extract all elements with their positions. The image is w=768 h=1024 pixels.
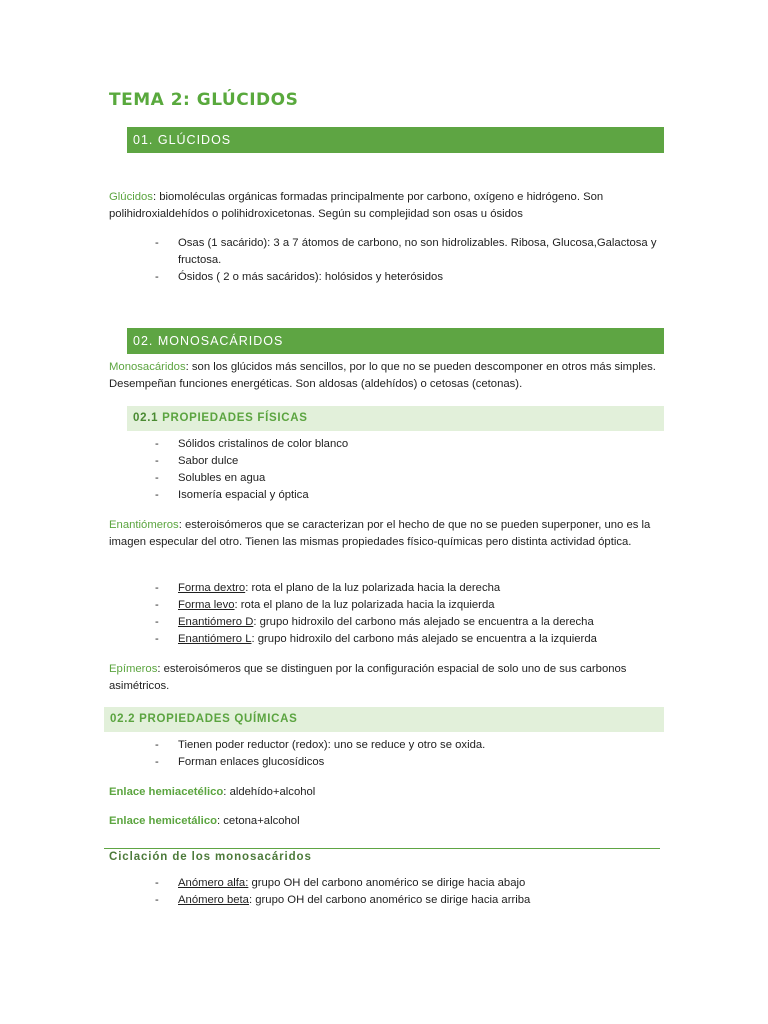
text-run: : esteroisómeros que se caracterizan por el hecho de que no se pueden superponer, uno es la imagen especular del otro. Tienen las mismas propiedades físico-químicas pero distinta actividad óptica. [109, 519, 651, 548]
ciclacion-heading: Ciclación de los monosacáridos [109, 851, 312, 863]
list-item [155, 453, 665, 470]
text-run: : rota el plano de la luz polarizada hacia la izquierda [234, 599, 495, 611]
term-label: Epímeros [109, 663, 158, 675]
text-run: : grupo hidroxilo del carbono más alejado se encuentra a la derecha [253, 616, 594, 628]
subsection-heading-propiedades-fisicas [127, 406, 664, 431]
text-run: Sólidos cristalinos de color blanco [178, 438, 349, 450]
text-run: Sabor dulce [178, 455, 239, 467]
section-heading-glucidos: 01. GLÚCIDOS [127, 127, 664, 153]
list-item [155, 235, 665, 269]
optical-forms-list [155, 580, 665, 648]
list-item [155, 436, 665, 453]
list-item [155, 892, 665, 909]
text-run: grupo OH del carbono anomérico se dirige hacia abajo [248, 877, 526, 889]
text-run: Forman enlaces glucosídicos [178, 756, 325, 768]
list-item [155, 597, 665, 614]
section-divider [104, 848, 660, 849]
list-item [155, 470, 665, 487]
text-run: : biomoléculas orgánicas formadas principalmente por carbono, oxígeno e hidrógeno. Son polihidroxialdehídos o polihidroxicetonas. Según su complejidad son osas u ósidos [109, 191, 604, 220]
list-item [155, 487, 665, 504]
text-run: : esteroisómeros que se distinguen por la configuración espacial de solo uno de sus carbonos asimétricos. [109, 663, 627, 692]
subsection-number: 02.1 [133, 412, 159, 424]
text-run: : aldehído+alcohol [223, 786, 316, 798]
term-label: Enlace hemicetálico [109, 815, 217, 827]
list-item [155, 754, 665, 771]
enlace-hemicetalico [109, 813, 664, 830]
underlined-term: Forma dextro [178, 582, 246, 594]
anomeros-list [155, 875, 665, 909]
text-run: : rota el plano de la luz polarizada hacia la derecha [245, 582, 501, 594]
monosacaridos-definition [109, 359, 664, 393]
text-run: Isomería espacial y óptica [178, 489, 309, 501]
page-title: TEMA 2: GLÚCIDOS [109, 90, 299, 110]
list-item [155, 614, 665, 631]
underlined-term: Anómero beta [178, 894, 249, 906]
underlined-term: Enantiómero L [178, 633, 252, 645]
text-run: Ósidos ( 2 o más sacáridos): holósidos y heterósidos [178, 271, 443, 283]
subsection-heading-propiedades-quimicas: 02.2 PROPIEDADES QUÍMICAS [104, 707, 664, 732]
list-item [155, 269, 665, 286]
underlined-term: Anómero alfa: [178, 877, 249, 889]
glucidos-classification-list [155, 235, 665, 286]
text-run: Tienen poder reductor (redox): uno se reduce y otro se oxida. [178, 739, 486, 751]
list-item [155, 580, 665, 597]
list-item [155, 737, 665, 754]
enantiomeros-definition [109, 517, 664, 551]
underlined-term: Enantiómero D [178, 616, 254, 628]
term-label: Enlace hemiacetélico [109, 786, 224, 798]
list-item [155, 875, 665, 892]
underlined-term: Forma levo [178, 599, 235, 611]
glucidos-definition [109, 189, 664, 223]
subsection-title: PROPIEDADES FÍSICAS [162, 412, 308, 424]
text-run: : grupo hidroxilo del carbono más alejado se encuentra a la izquierda [251, 633, 597, 645]
enlace-hemiacetalico [109, 784, 664, 801]
text-run: : cetona+alcohol [217, 815, 300, 827]
chemical-properties-list [155, 737, 665, 771]
text-run: : son los glúcidos más sencillos, por lo que no se pueden descomponer en otros más simples. Desempeñan funciones energéticas. Son aldosas (aldehídos) o cetosas (cetonas). [109, 361, 656, 390]
list-item [155, 631, 665, 648]
section-heading-monosacaridos: 02. MONOSACÁRIDOS [127, 328, 664, 354]
term-label: Monosacáridos [109, 361, 186, 373]
text-run: Osas (1 sacárido): 3 a 7 átomos de carbono, no son hidrolizables. Ribosa, Glucosa,Galactosa y fructosa. [178, 237, 657, 266]
physical-properties-list [155, 436, 665, 504]
text-run: Solubles en agua [178, 472, 266, 484]
text-run: : grupo OH del carbono anomérico se dirige hacia arriba [248, 894, 531, 906]
epimeros-definition [109, 661, 664, 695]
term-label: Glúcidos [109, 191, 153, 203]
term-label: Enantiómeros [109, 519, 179, 531]
